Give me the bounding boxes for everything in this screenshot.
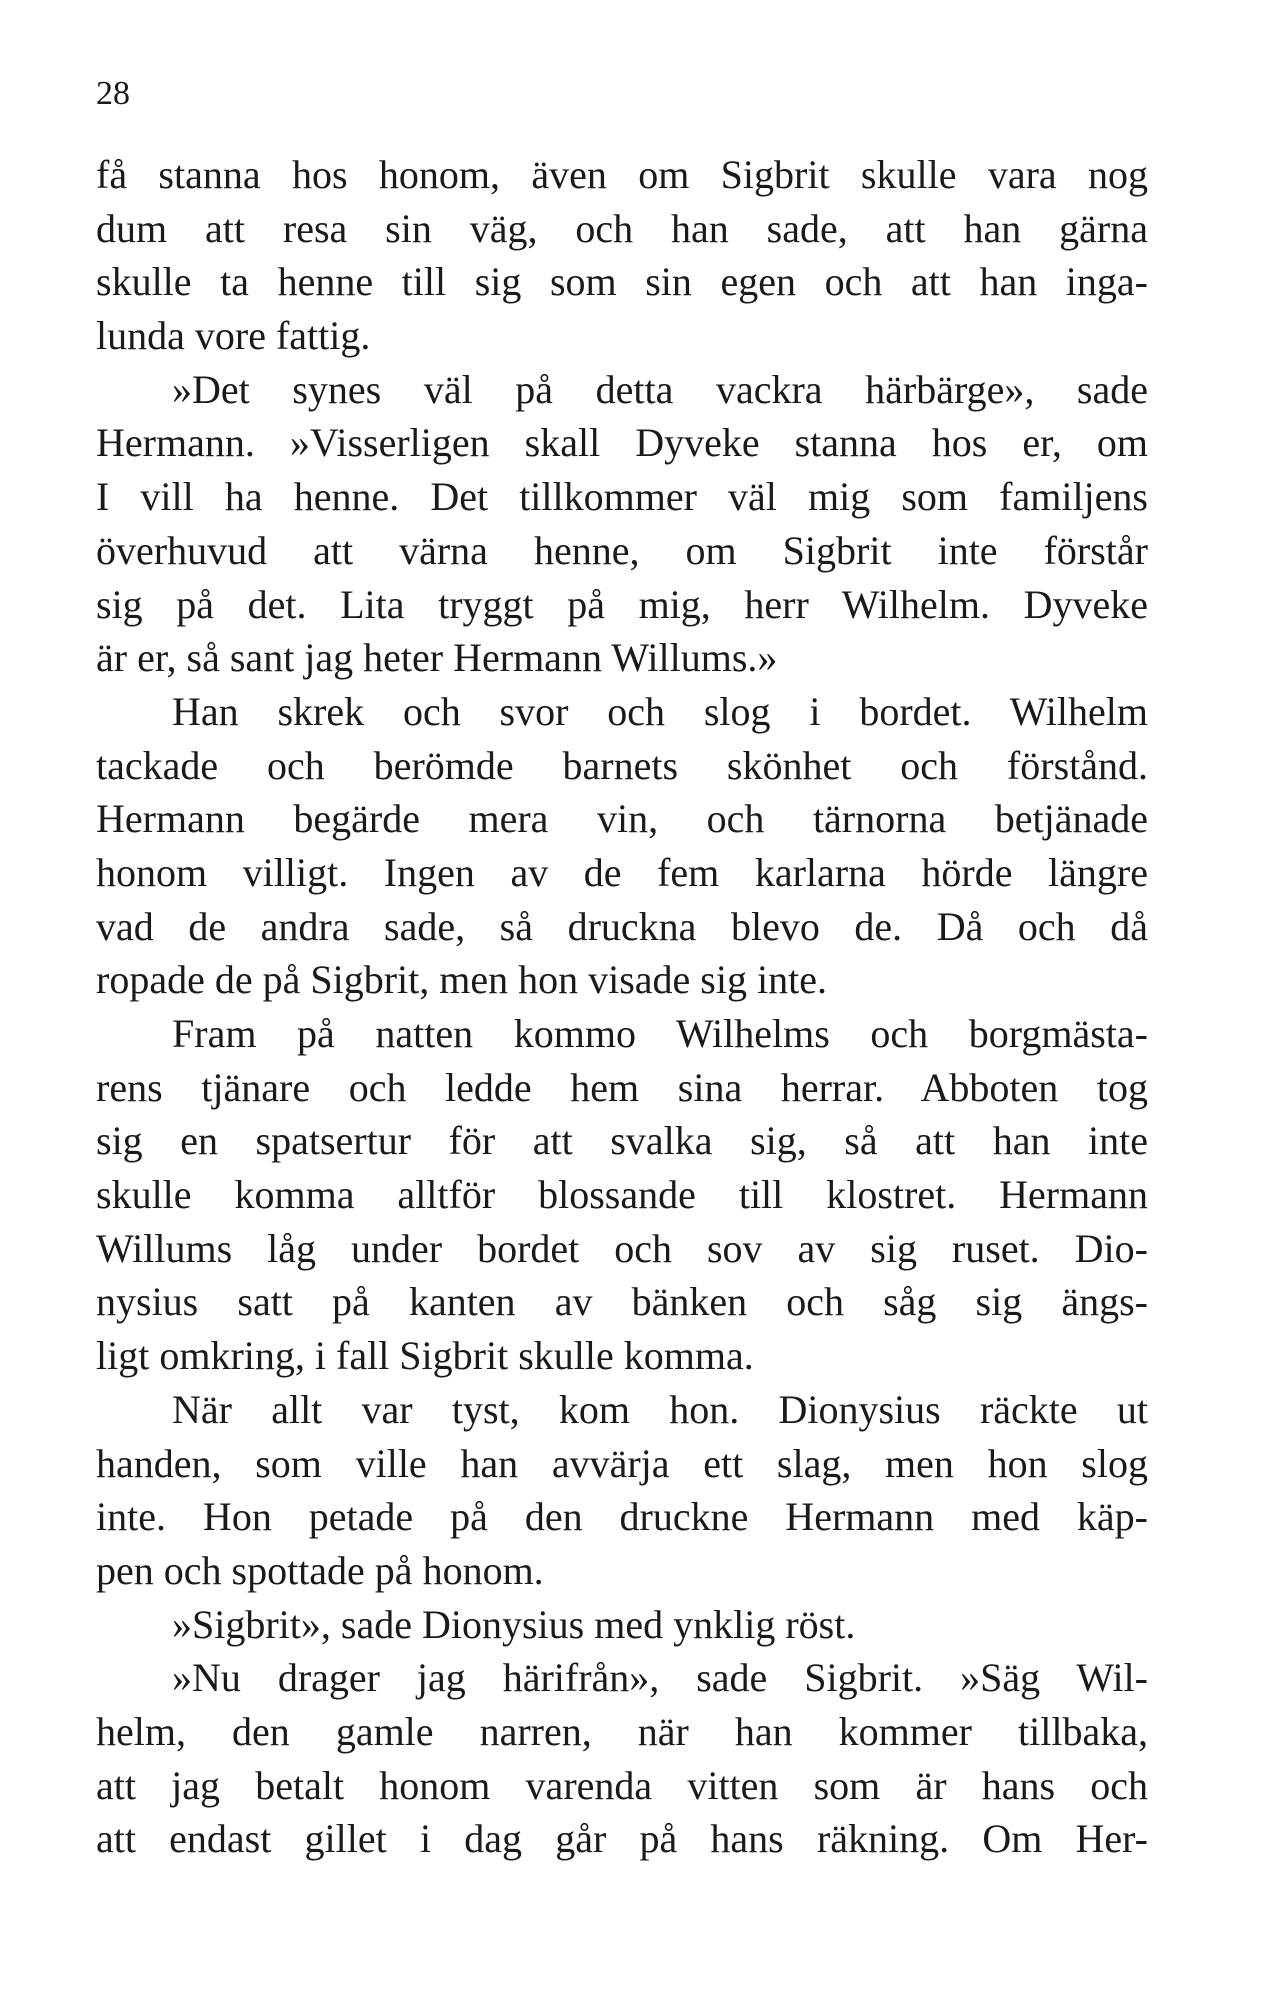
- text-line: överhuvud att värna henne, om Sigbrit inte förstår: [96, 527, 1148, 573]
- text-line: ropade de på Sigbrit, men hon visade sig inte.: [96, 957, 827, 1003]
- text-line: När allt var tyst, kom hon. Dionysius räckte ut: [172, 1386, 1148, 1432]
- text-line: Hermann begärde mera vin, och tärnorna betjänade: [96, 796, 1148, 842]
- text-line: rens tjänare och ledde hem sina herrar. Abboten tog: [96, 1064, 1148, 1110]
- text-line: sig på det. Lita tryggt på mig, herr Wilhelm. Dyveke: [96, 581, 1148, 627]
- page-number: 28: [96, 75, 130, 112]
- text-line: Willums låg under bordet och sov av sig ruset. Dio-: [96, 1225, 1148, 1271]
- text-line: inte. Hon petade på den druckne Hermann med käp-: [96, 1494, 1148, 1540]
- text-line: »Nu drager jag härifrån», sade Sigbrit. »Säg Wil-: [172, 1655, 1148, 1701]
- text-line: Fram på natten kommo Wilhelms och borgmästa-: [172, 1011, 1148, 1056]
- text-line: skulle komma alltför blossande till klostret. Hermann: [96, 1172, 1148, 1218]
- text-line: skulle ta henne till sig som sin egen och att han inga-: [96, 259, 1148, 305]
- text-line: »Det synes väl på detta vackra härbärge», sade: [172, 366, 1148, 412]
- text-line: dum att resa sin väg, och han sade, att han gärna: [96, 205, 1148, 251]
- text-line: att endast gillet i dag går på hans räkning. Om Her-: [96, 1816, 1148, 1862]
- text-line: lunda vore fattig.: [96, 313, 371, 359]
- text-line: nysius satt på kanten av bänken och såg sig ängs-: [96, 1279, 1148, 1325]
- text-line: Hermann. »Visserligen skall Dyveke stanna hos er, om: [96, 420, 1148, 466]
- text-line: att jag betalt honom varenda vitten som är hans och: [96, 1762, 1148, 1808]
- text-line: »Sigbrit», sade Dionysius med ynklig röst.: [172, 1601, 856, 1647]
- text-line: vad de andra sade, så druckna blevo de. Då och då: [96, 903, 1148, 949]
- text-line: få stanna hos honom, även om Sigbrit skulle vara nog: [96, 152, 1148, 197]
- text-line: helm, den gamle narren, när han kommer tillbaka,: [96, 1708, 1148, 1754]
- body-text: [96, 148, 1148, 1866]
- text-line: I vill ha henne. Det tillkommer väl mig som familjens: [96, 474, 1148, 520]
- text-line: honom villigt. Ingen av de fem karlarna hörde längre: [96, 849, 1148, 895]
- text-line: sig en spatsertur för att svalka sig, så att han inte: [96, 1118, 1148, 1164]
- text-line: ligt omkring, i fall Sigbrit skulle komma.: [96, 1333, 754, 1379]
- text-line: Han skrek och svor och slog i bordet. Wilhelm: [172, 688, 1148, 734]
- text-line: är er, så sant jag heter Hermann Willums.»: [96, 635, 778, 681]
- text-line: pen och spottade på honom.: [96, 1547, 544, 1593]
- text-line: tackade och berömde barnets skönhet och förstånd.: [96, 742, 1148, 788]
- text-line: handen, som ville han avvärja ett slag, men hon slog: [96, 1440, 1148, 1486]
